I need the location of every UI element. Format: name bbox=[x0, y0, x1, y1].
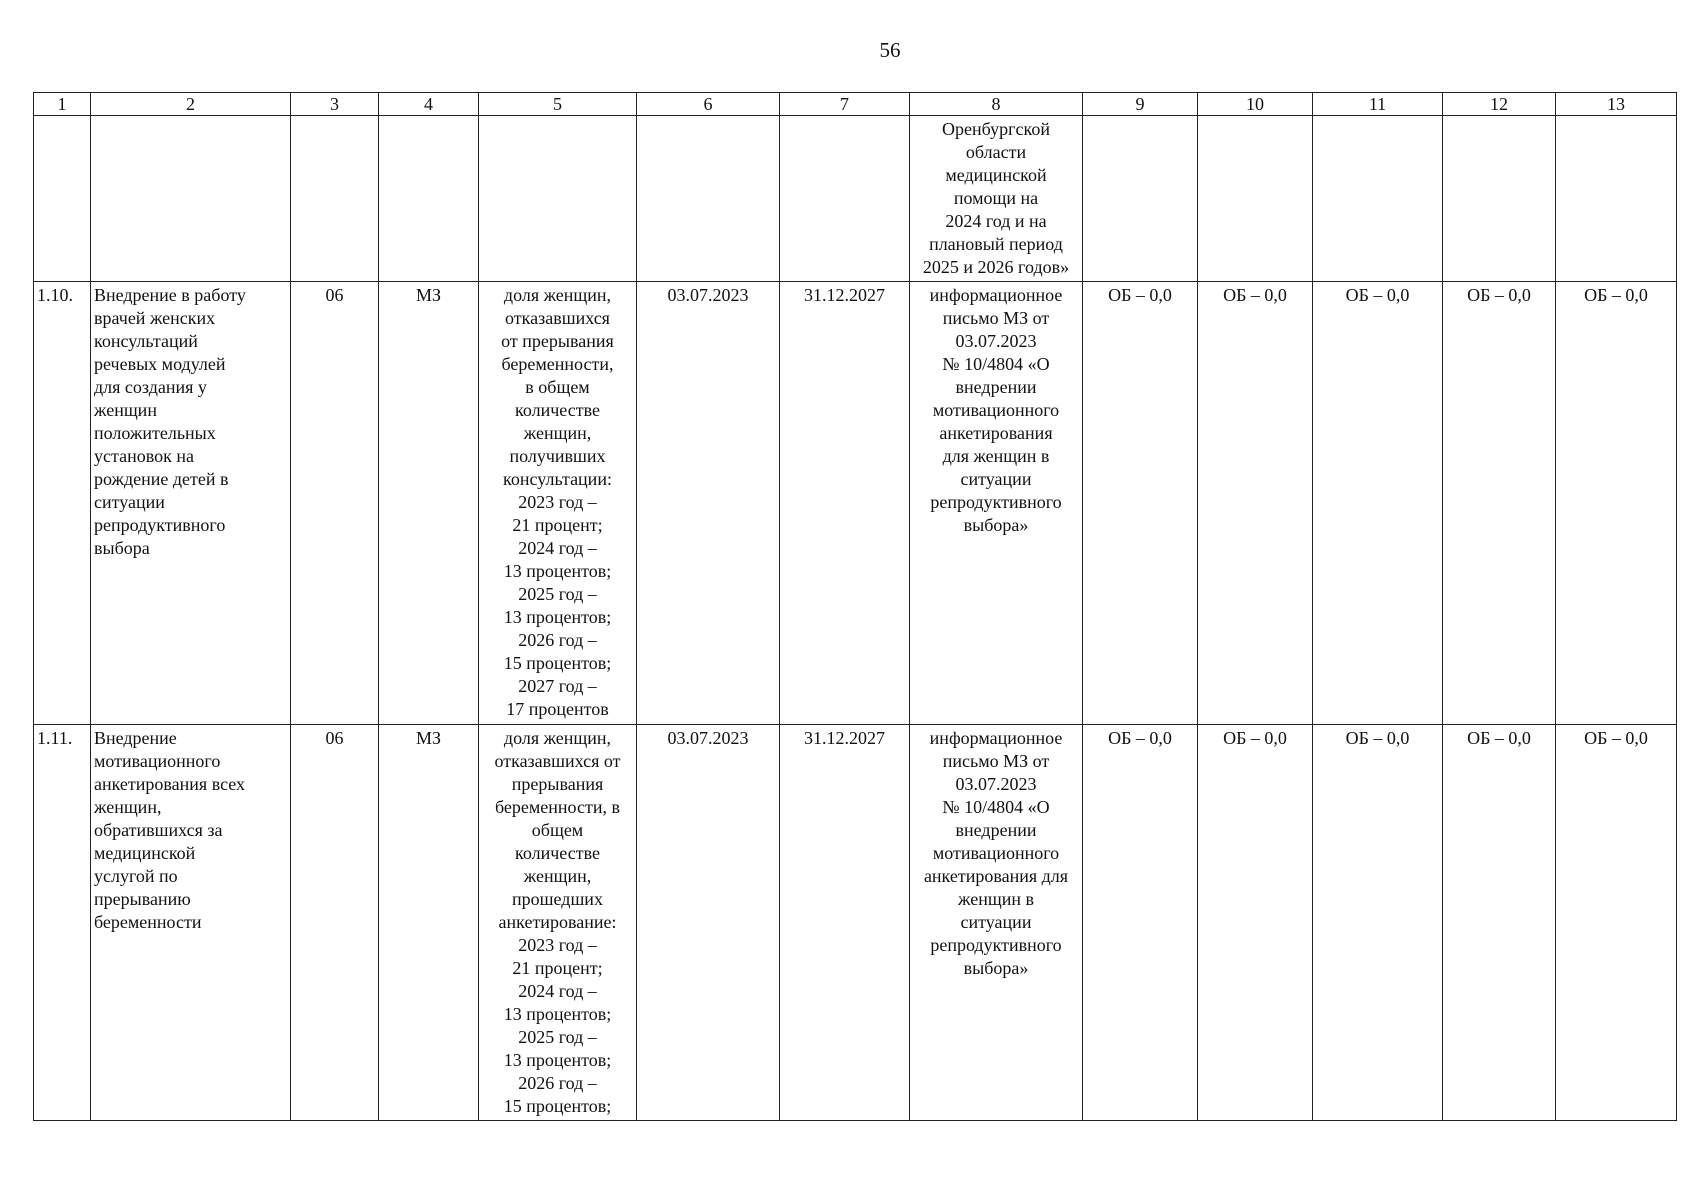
end-date: 31.12.2027 bbox=[780, 725, 910, 1121]
indicator: доля женщин, отказавшихся от прерывания беременности, в общем количестве женщин, получивших консультации: 2023 год – 21 процент; 2024 год – 13 процентов; 2025 год – 13 процентов; 2026 год – 15 процентов; 2027 год – 17 процентов bbox=[479, 282, 637, 725]
column-number: 8 bbox=[910, 93, 1083, 116]
measure-name bbox=[91, 116, 291, 282]
column-number: 5 bbox=[479, 93, 637, 116]
funding-cell: ОБ – 0,0 bbox=[1083, 282, 1198, 725]
table-row bbox=[34, 282, 1677, 725]
executor: МЗ bbox=[379, 282, 479, 725]
funding-cell bbox=[1313, 116, 1443, 282]
start-date bbox=[637, 116, 780, 282]
funding-cell: ОБ – 0,0 bbox=[1083, 725, 1198, 1121]
funding-cell: ОБ – 0,0 bbox=[1198, 282, 1313, 725]
measure-code bbox=[291, 116, 379, 282]
measure-name: Внедрение мотивационного анкетирования всех женщин, обратившихся за медицинской услугой по прерыванию беременности bbox=[91, 725, 291, 1121]
measure-code: 06 bbox=[291, 282, 379, 725]
column-number: 3 bbox=[291, 93, 379, 116]
table-row bbox=[34, 725, 1677, 1121]
funding-cell: ОБ – 0,0 bbox=[1198, 725, 1313, 1121]
funding-cell: ОБ – 0,0 bbox=[1556, 282, 1677, 725]
funding-cell bbox=[1083, 116, 1198, 282]
item-number bbox=[34, 116, 91, 282]
plan-table bbox=[33, 92, 1677, 1121]
column-number: 7 bbox=[780, 93, 910, 116]
column-number: 9 bbox=[1083, 93, 1198, 116]
table-row bbox=[34, 116, 1677, 282]
measure-name: Внедрение в работу врачей женских консультаций речевых модулей для создания у женщин положительных установок на рождение детей в ситуации репродуктивного выбора bbox=[91, 282, 291, 725]
start-date: 03.07.2023 bbox=[637, 725, 780, 1121]
column-number: 2 bbox=[91, 93, 291, 116]
indicator: доля женщин, отказавшихся от прерывания беременности, в общем количестве женщин, прошедших анкетирование: 2023 год – 21 процент; 2024 год – 13 процентов; 2025 год – 13 процентов; 2026 год – 15 процентов; bbox=[479, 725, 637, 1121]
column-number: 6 bbox=[637, 93, 780, 116]
item-number: 1.11. bbox=[34, 725, 91, 1121]
end-date: 31.12.2027 bbox=[780, 282, 910, 725]
legal-document: информационное письмо МЗ от 03.07.2023 № 10/4804 «О внедрении мотивационного анкетирования для женщин в ситуации репродуктивного выбора» bbox=[910, 725, 1083, 1121]
funding-cell: ОБ – 0,0 bbox=[1556, 725, 1677, 1121]
column-number: 4 bbox=[379, 93, 479, 116]
executor bbox=[379, 116, 479, 282]
column-number: 13 bbox=[1556, 93, 1677, 116]
funding-cell: ОБ – 0,0 bbox=[1443, 725, 1556, 1121]
end-date bbox=[780, 116, 910, 282]
column-number: 11 bbox=[1313, 93, 1443, 116]
executor: МЗ bbox=[379, 725, 479, 1121]
legal-document: Оренбургской области медицинской помощи на 2024 год и на плановый период 2025 и 2026 годов» bbox=[910, 116, 1083, 282]
indicator bbox=[479, 116, 637, 282]
column-number: 1 bbox=[34, 93, 91, 116]
column-number: 10 bbox=[1198, 93, 1313, 116]
item-number: 1.10. bbox=[34, 282, 91, 725]
funding-cell bbox=[1443, 116, 1556, 282]
funding-cell bbox=[1556, 116, 1677, 282]
funding-cell: ОБ – 0,0 bbox=[1313, 725, 1443, 1121]
funding-cell: ОБ – 0,0 bbox=[1443, 282, 1556, 725]
measure-code: 06 bbox=[291, 725, 379, 1121]
funding-cell: ОБ – 0,0 bbox=[1313, 282, 1443, 725]
column-number-row bbox=[34, 93, 1677, 116]
column-number: 12 bbox=[1443, 93, 1556, 116]
page-number: 56 bbox=[879, 38, 901, 62]
legal-document: информационное письмо МЗ от 03.07.2023 № 10/4804 «О внедрении мотивационного анкетирования для женщин в ситуации репродуктивного выбора» bbox=[910, 282, 1083, 725]
start-date: 03.07.2023 bbox=[637, 282, 780, 725]
funding-cell bbox=[1198, 116, 1313, 282]
